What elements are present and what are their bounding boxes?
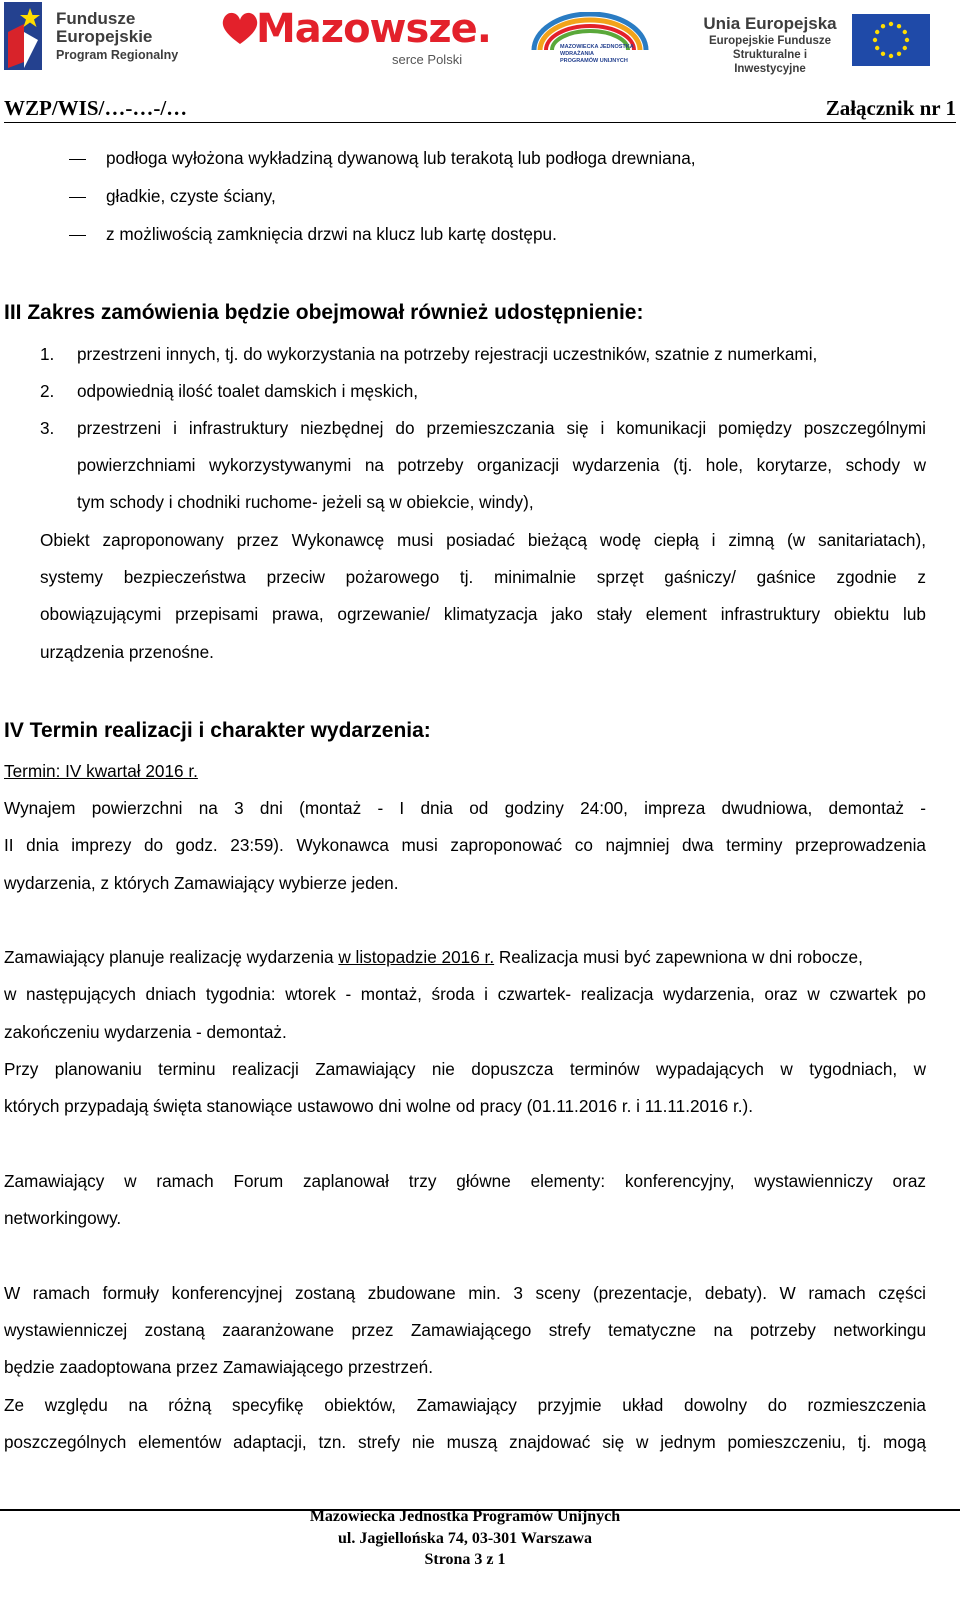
mjwpu-line2: WDRAŻANIA	[560, 51, 594, 57]
dash-bullet-icon	[69, 159, 86, 160]
paragraph-line: Obiekt zaproponowany przez Wykonawcę musi posiadać bieżącą wodę ciepłą i zimną (w sanitariatach),	[40, 530, 926, 550]
ue-line2: Europejskie Fundusze	[708, 35, 832, 47]
list-item: przestrzeni innych, tj. do wykorzystania na potrzeby rejestracji uczestników, szatnie z numerkami,	[77, 344, 818, 364]
paragraph-line: systemy bezpieczeństwa przeciw pożarowego tj. minimalnie sprzęt gaśniczy/ gaśnice zgodnie z	[40, 567, 926, 587]
fe-star-icon	[4, 2, 44, 70]
paragraph-line: Zamawiający w ramach Forum zaplanował trzy główne elementy: konferencyjny, wystawienniczy oraz	[4, 1171, 926, 1191]
list-item-line: przestrzeni i infrastruktury niezbędnej do przemieszczania się i komunikacji pomiędzy poszczególnymi	[77, 418, 926, 438]
eu-flag-icon	[852, 14, 930, 66]
document-header	[4, 96, 956, 123]
paragraph-line	[4, 949, 926, 966]
footer-org: Mazowiecka Jednostka Programów Unijnych	[309, 1508, 621, 1525]
mazowsze-logo	[220, 8, 490, 72]
unia-europejska-logo	[696, 14, 956, 75]
list-item-line: tym schody i chodniki ruchome- jeżeli są w obiekcie, windy),	[77, 492, 534, 512]
list-number: 1.	[40, 344, 55, 364]
mjwpu-logo	[530, 12, 660, 68]
mazowsze-tagline: serce Polski	[392, 52, 463, 67]
paragraph-line: zakończeniu wydarzenia - demontaż.	[4, 1022, 287, 1042]
mjwpu-line1: MAZOWIECKA JEDNOSTKA	[560, 44, 634, 50]
dash-bullet-icon	[69, 235, 86, 236]
paragraph-line: W ramach formuły konferencyjnej zostaną zbudowane min. 3 sceny (prezentacje, debaty). W ramach części	[4, 1283, 926, 1303]
footer-address: ul. Jagiellońska 74, 03-301 Warszawa	[338, 1530, 592, 1547]
term-line: Termin: IV kwartał 2016 r.	[4, 761, 198, 781]
mjwpu-line3: PROGRAMÓW UNIJNYCH	[560, 58, 628, 64]
paragraph-line: poszczególnych elementów adaptacji, tzn. strefy nie muszą znajdować się w jednym pomieszczeniu, tj. mogą	[4, 1432, 926, 1452]
paragraph-line: II dnia imprezy do godz. 23:59). Wykonawca musi zaproponować co najmniej dwa terminy przeprowadzenia	[4, 835, 926, 855]
paragraph-line: Ze względu na różną specyfikę obiektów, Zamawiający przyjmie układ dowolny do rozmieszczenia	[4, 1395, 926, 1415]
fe-line1: Fundusze	[56, 9, 136, 28]
mazowsze-heart-icon	[220, 8, 260, 48]
section-3-heading: III Zakres zamówienia będzie obejmował również udostępnienie:	[4, 301, 644, 324]
logo-bar	[0, 0, 960, 80]
paragraph-line: Przy planowaniu terminu realizacji Zamawiający nie dopuszcza terminów wypadających w tygodniach, w	[4, 1059, 926, 1079]
paragraph-line: networkingowy.	[4, 1208, 122, 1228]
text-span: Zamawiający planuje realizację wydarzenia	[4, 947, 339, 967]
fundusze-europejskie-logo	[4, 2, 184, 72]
bullet-item: z możliwością zamknięcia drzwi na klucz lub kartę dostępu.	[106, 224, 557, 244]
fe-line3: Program Regionalny	[56, 48, 179, 62]
bullet-item: podłoga wyłożona wykładziną dywanową lub terakotą lub podłoga drewniana,	[106, 148, 696, 168]
dash-bullet-icon	[69, 197, 86, 198]
paragraph-line: wydarzenia, z których Zamawiający wybierze jeden.	[4, 873, 399, 893]
paragraph-line: w następujących dniach tygodnia: wtorek - montaż, środa i czwartek- realizacja wydarzenia, oraz w czwartek po	[4, 984, 926, 1004]
section-4-heading: IV Termin realizacji i charakter wydarzenia:	[4, 719, 431, 742]
paragraph-line: obowiązującymi przepisami prawa, ogrzewanie/ klimatyzacja jako stały element infrastruktury obiektu lub	[40, 604, 926, 624]
paragraph-line: wystawienniczej zostaną zaaranżowane przez Zamawiającego strefy tematyczne na potrzeby networkingu	[4, 1320, 926, 1340]
footer-page-number: Strona 3 z 1	[424, 1551, 506, 1568]
ue-line1: Unia Europejska	[703, 14, 837, 33]
attachment-label: Załącznik nr 1	[825, 96, 956, 120]
ue-line3: Strukturalne i Inwestycyjne	[732, 49, 808, 75]
reference-number: WZP/WIS/…-…-/…	[4, 96, 188, 120]
date-underlined: w listopadzie 2016 r.	[338, 947, 495, 967]
paragraph-line: będzie zaadoptowana przez Zamawiającego przestrzeń.	[4, 1357, 433, 1377]
list-item-line: powierzchniami wykorzystywanymi na potrzeby organizacji wydarzenia (tj. hole, korytarze, schody w	[77, 455, 926, 475]
paragraph-line: urządzenia przenośne.	[40, 642, 214, 662]
paragraph-line: Wynajem powierzchni na 3 dni (montaż - I dnia od godziny 24:00, impreza dwudniowa, demontaż -	[4, 798, 926, 818]
fe-line2: Europejskie	[56, 27, 153, 46]
list-number: 3.	[40, 418, 55, 438]
paragraph-line: których przypadają święta stanowiące ustawowo dni wolne od pracy (01.11.2016 r. i 11.11.2016 r.).	[4, 1096, 754, 1116]
mazowsze-name: Mazowsze.	[256, 6, 491, 52]
bullet-item: gładkie, czyste ściany,	[106, 186, 276, 206]
list-number: 2.	[40, 381, 55, 401]
text-span: Realizacja musi być zapewniona w dni robocze,	[494, 947, 863, 967]
list-item: odpowiednią ilość toalet damskich i męskich,	[77, 381, 419, 401]
